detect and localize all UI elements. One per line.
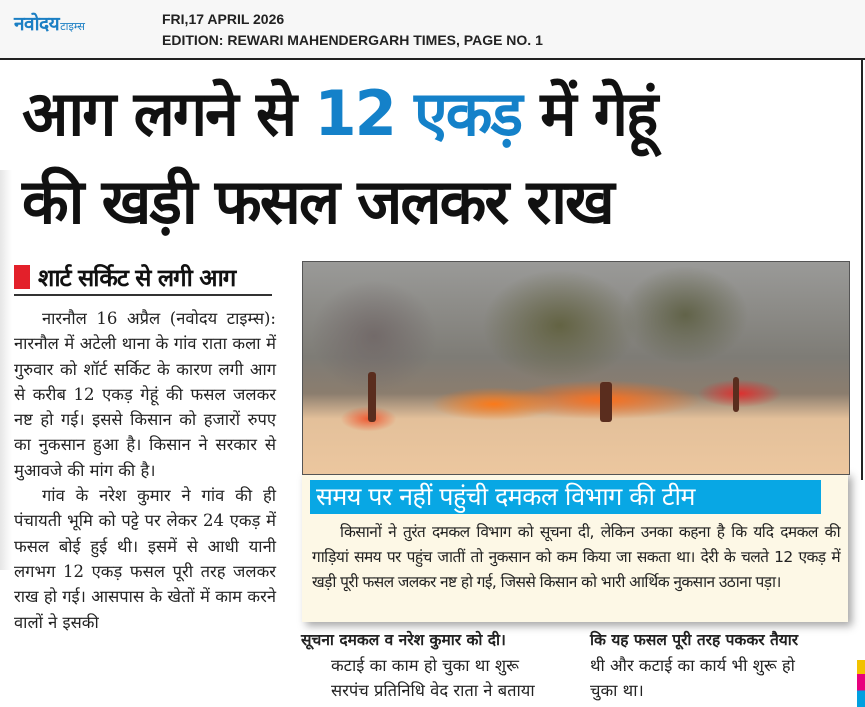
- headline-line2: की खड़ी फसल जलकर राख: [22, 165, 613, 238]
- edition-meta: [162, 9, 543, 51]
- edition-name: EDITION: REWARI MAHENDERGARH TIMES, PAGE NO. 1: [162, 32, 543, 48]
- article-paragraph: गांव के नरेश कुमार ने गांव की ही पंचायती भूमि को पट्टे पर लेकर 24 एकड़ में फसल बोई हुई थी। इसमें से आधी यानी लगभग 12 एकड़ फसल पूरी तरह जलकर राख हो गई। आसपास के खेतों में काम करने वालों ने इसकी: [14, 486, 276, 632]
- mid-text-line: सरपंच प्रतिनिधि वेद राता ने बताया: [331, 681, 535, 700]
- subheading-text: शार्ट सर्किट से लगी आग: [38, 263, 236, 292]
- tree-trunk: [733, 377, 739, 412]
- logo-sub-text: टाइम्स: [60, 20, 85, 33]
- article-left-column: [14, 306, 276, 635]
- mid-subhead-line: कटाई का काम हो चुका था शुरू: [331, 656, 519, 675]
- callout-text: [312, 520, 840, 595]
- headline-part2: में गेहूं: [521, 77, 657, 150]
- headline: [22, 70, 835, 246]
- newspaper-logo: [14, 14, 85, 34]
- fire-photo: [302, 261, 850, 475]
- article-right-column: [590, 628, 852, 703]
- subheading: [14, 260, 272, 296]
- article-middle-column: [301, 628, 566, 703]
- right-text-line: चुका था।: [590, 681, 644, 700]
- page-border: [861, 60, 863, 480]
- red-square-bullet-icon: [14, 265, 30, 289]
- page-fold-shadow: [0, 170, 12, 570]
- mid-bold-line: सूचना दमकल व नरेश कुमार को दी।: [301, 631, 506, 649]
- photo-caption-label: समय पर नहीं पहुंची दमकल विभाग की टीम: [310, 480, 821, 514]
- color-registration-mark: [857, 660, 865, 707]
- tree-trunk: [600, 382, 612, 422]
- callout-paragraph: किसानों ने तुरंत दमकल विभाग को सूचना दी, लेकिन उनका कहना है कि यदि दमकल की गाड़ियां समय पर पहुंच जातीं तो नुकसान को कम किया जा सकता था। देरी के चलते 12 एकड़ में खड़ी पूरी फसल जलकर नष्ट हो गई, जिससे किसान को भारी आर्थिक नुकसान उठाना पड़ा।: [312, 523, 840, 591]
- article-paragraph: नारनौल 16 अप्रैल (नवोदय टाइम्स): नारनौल में अटेली थाना के गांव राता कला में गुरुवार को शॉर्ट सर्किट के कारण लगी आग से करीब 12 एकड़ गेहूं की फसल जलकर नष्ट हो गई। इससे किसान को हजारों रुपए का नुकसान हुआ है। किसान ने सरकार से मुआवजे की मांग की है।: [14, 309, 276, 480]
- right-bold-line: कि यह फसल पूरी तरह पककर तैयार: [590, 631, 799, 649]
- edition-date: FRI,17 APRIL 2026: [162, 11, 285, 27]
- newspaper-page: [0, 58, 865, 707]
- right-text-line: थी और कटाई का कार्य भी शुरू हो: [590, 656, 795, 675]
- headline-highlight: 12 एकड़: [314, 77, 522, 150]
- logo-main-text: नवोदय: [14, 13, 60, 35]
- top-bar: [0, 0, 865, 56]
- tree-trunk: [368, 372, 376, 422]
- headline-part1: आग लगने से: [22, 77, 315, 150]
